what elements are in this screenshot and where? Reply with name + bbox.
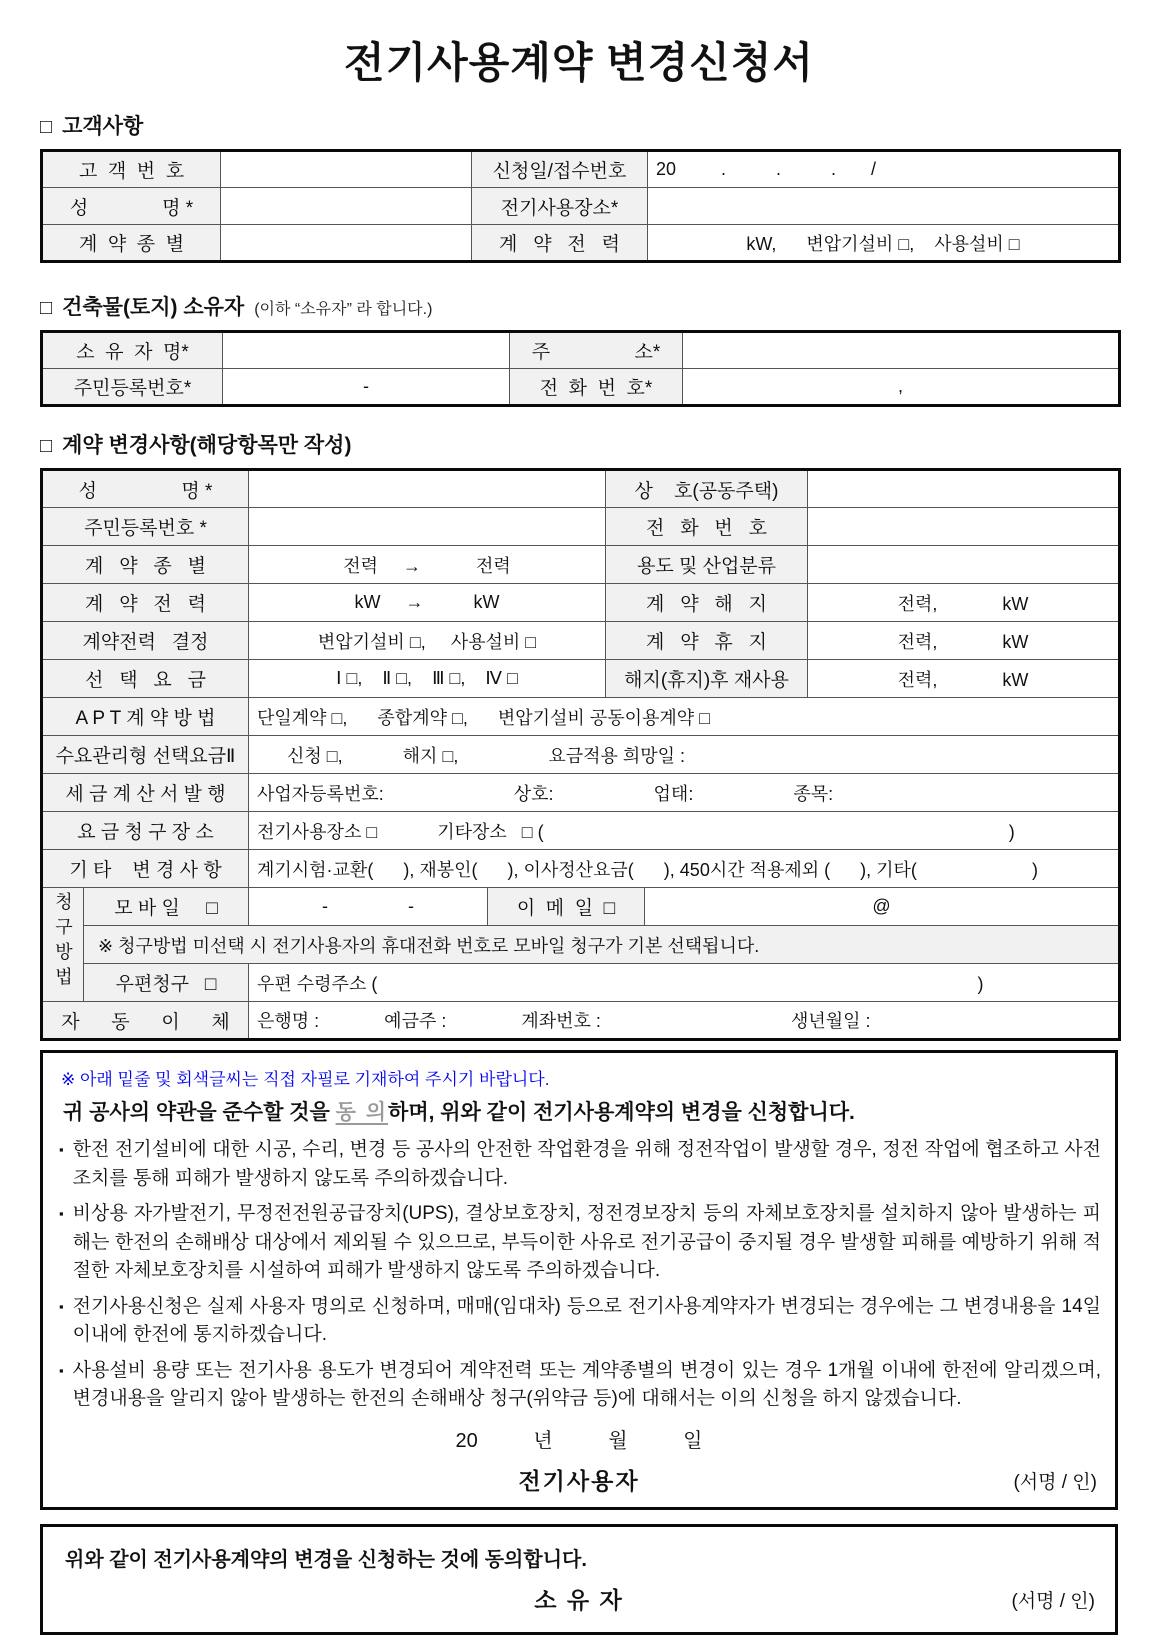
owner-phone-label: 전 화 번 호* xyxy=(510,369,683,406)
tax-invoice-label: 세 금 계 산 서 발 행 xyxy=(42,774,249,812)
bullet-icon: ▪ xyxy=(59,1206,64,1221)
usage-place-field[interactable] xyxy=(648,188,1120,225)
other-changes-field[interactable]: 계기시험·교환( ), 재봉인( ), 이사정산요금( ), 450시간 적용제외 ( ), 기타( ) xyxy=(249,850,1120,888)
table-row xyxy=(42,774,1120,812)
change-table xyxy=(40,468,1121,1041)
bullet-icon: ▪ xyxy=(59,1362,64,1378)
user-signer-label: 전기사용자 xyxy=(518,1467,640,1494)
user-sign-seal-hint[interactable]: (서명 / 인) xyxy=(1013,1471,1097,1493)
change-company-field[interactable] xyxy=(808,470,1120,508)
contract-pause-field[interactable]: 전력, kW xyxy=(808,622,1120,660)
billing-method-label: 청구방법 xyxy=(42,888,84,1002)
section-checkbox-icon: □ xyxy=(40,116,53,138)
section-owner-title: 건축물(토지) 소유자 xyxy=(62,296,245,319)
power-decision-field[interactable]: 변압기설비 □, 사용설비 □ xyxy=(249,622,606,660)
customer-table xyxy=(40,149,1121,263)
bullet-text: 사용설비 용량 또는 전기사용 용도가 변경되어 계약전력 또는 계약종별의 변경이 있는 경우 1개월 이내에 한전에 알리겠으며, 변경내용을 알리지 않아 발생하는 한전의 손해배상 청구(위약금 등)에 대해서는 이의 신청을 하지 않겠습니다. xyxy=(72,1359,1101,1409)
power-decision-label: 계약전력 결정 xyxy=(42,622,249,660)
table-row xyxy=(42,369,1120,406)
owner-sign-seal-hint[interactable]: (서명 / 인) xyxy=(1011,1590,1095,1612)
agreement-bullet xyxy=(59,1200,1101,1286)
demand-rate2-field[interactable]: 신청 □, 해지 □, 요금적용 희망일 : xyxy=(249,736,1120,774)
contract-power-label: 계 약 전 력 xyxy=(472,225,648,262)
owner-consent-box xyxy=(40,1524,1118,1635)
application-date-field[interactable]: 20 . . . / xyxy=(648,151,1120,188)
usage-industry-field[interactable] xyxy=(808,546,1120,584)
bullet-text: 한전 전기설비에 대한 시공, 수리, 변경 등 공사의 안전한 작업환경을 위해 정전작업이 발생할 경우, 정전 작업에 협조하고 사전조치를 통해 피해가 발생하지 않도록 주의하겠습니다. xyxy=(72,1139,1101,1189)
table-row xyxy=(42,332,1120,369)
optional-rate-field[interactable]: Ⅰ □, Ⅱ □, Ⅲ □, Ⅳ □ xyxy=(249,660,606,698)
apt-contract-method-field[interactable]: 단일계약 □, 종합계약 □, 변압기설비 공동이용계약 □ xyxy=(249,698,1120,736)
user-signature-row xyxy=(57,1463,1101,1495)
table-row xyxy=(42,926,1120,964)
table-row xyxy=(42,1002,1120,1040)
consent-word-blank[interactable]: 동 의 xyxy=(335,1101,389,1124)
owner-table xyxy=(40,330,1121,407)
change-contract-type-label: 계 약 종 별 xyxy=(42,546,249,584)
section-owner-header xyxy=(40,291,1118,321)
email-billing-label: 이 메 일 □ xyxy=(488,888,645,926)
change-company-label: 상 호(공동주택) xyxy=(606,470,808,508)
section-customer-header xyxy=(40,110,1118,140)
table-row xyxy=(42,660,1120,698)
table-row xyxy=(42,736,1120,774)
postal-address-field[interactable]: 우편 수령주소 ( ) xyxy=(249,964,1120,1002)
change-phone-field[interactable] xyxy=(808,508,1120,546)
billing-place-field[interactable]: 전기사용장소 □ 기타장소 □ ( ) xyxy=(249,812,1120,850)
section-checkbox-icon: □ xyxy=(40,297,53,319)
bullet-icon: ▪ xyxy=(59,1298,64,1314)
change-contract-power-label: 계 약 전 력 xyxy=(42,584,249,622)
contract-termination-field[interactable]: 전력, kW xyxy=(808,584,1120,622)
change-ssn-field[interactable] xyxy=(249,508,606,546)
table-row xyxy=(42,964,1120,1002)
tax-invoice-field[interactable]: 사업자등록번호: 상호: 업태: 종목: xyxy=(249,774,1120,812)
table-row xyxy=(42,188,1120,225)
mobile-billing-label: 모 바 일 □ xyxy=(84,888,249,926)
change-phone-label: 전 화 번 호 xyxy=(606,508,808,546)
owner-consent-sentence: 위와 같이 전기사용계약의 변경을 신청하는 것에 동의합니다. xyxy=(65,1548,587,1571)
table-row xyxy=(42,850,1120,888)
reuse-after-termination-label: 해지(휴지)후 재사용 xyxy=(606,660,808,698)
table-row xyxy=(42,508,1120,546)
optional-rate-label: 선 택 요 금 xyxy=(42,660,249,698)
email-field[interactable]: @ xyxy=(645,888,1120,926)
contract-pause-label: 계 약 휴 지 xyxy=(606,622,808,660)
agreement-bullet xyxy=(59,1357,1101,1414)
usage-place-label: 전기사용장소* xyxy=(472,188,648,225)
table-row xyxy=(42,698,1120,736)
customer-number-field[interactable] xyxy=(221,151,472,188)
owner-address-field[interactable] xyxy=(683,332,1120,369)
table-row xyxy=(42,622,1120,660)
bullet-text: 비상용 자가발전기, 무정전전원공급장치(UPS), 결상보호장치, 정전경보장치 등의 자체보호장치를 설치하지 않아 발생하는 피해는 한전의 손해배상 대상에서 제외될 수 있으므로, 부득이한 사유로 전기공급이 중지될 경우 발생할 피해를 예방하기 위해 적절한 자체보호장치를 시설하여 피해가 발생하지 않도록 주의하겠습니다. xyxy=(72,1203,1101,1281)
owner-name-field[interactable] xyxy=(223,332,510,369)
contract-power-field[interactable]: kW, 변압기설비 □, 사용설비 □ xyxy=(648,225,1120,262)
table-row xyxy=(42,470,1120,508)
autopay-field[interactable]: 은행명 : 예금주 : 계좌번호 : 생년월일 : xyxy=(249,1002,1120,1040)
agreement-bullet xyxy=(59,1136,1101,1193)
contract-type-field[interactable] xyxy=(221,225,472,262)
contract-type-label: 계 약 종 별 xyxy=(42,225,221,262)
change-contract-type-field[interactable]: 전력 → 전력 xyxy=(249,546,606,584)
mobile-number-field[interactable]: - - xyxy=(249,888,488,926)
apt-contract-method-label: A P T 계 약 방 법 xyxy=(42,698,249,736)
owner-ssn-label: 주민등록번호* xyxy=(42,369,223,406)
owner-name-label: 소 유 자 명* xyxy=(42,332,223,369)
owner-address-label: 주 소* xyxy=(510,332,683,369)
agreement-box xyxy=(40,1050,1118,1510)
bullet-text: 전기사용신청은 실제 사용자 명의로 신청하며, 매매(임대차) 등으로 전기사용계약자가 변경되는 경우에는 그 변경내용을 14일 이내에 한전에 통지하겠습니다. xyxy=(72,1295,1101,1345)
usage-industry-label: 용도 및 산업분류 xyxy=(606,546,808,584)
handwriting-note: ※ 아래 밑줄 및 회색글씨는 직접 자필로 기재하여 주시기 바랍니다. xyxy=(61,1070,550,1089)
postal-billing-label: 우편청구 □ xyxy=(84,964,249,1002)
owner-ssn-field[interactable]: - xyxy=(223,369,510,406)
change-ssn-label: 주민등록번호 * xyxy=(42,508,249,546)
customer-name-field[interactable] xyxy=(221,188,472,225)
owner-phone-field[interactable]: , xyxy=(683,369,1120,406)
other-changes-label: 기 타 변 경 사 항 xyxy=(42,850,249,888)
owner-signer-label: 소 유 자 xyxy=(534,1586,624,1613)
billing-default-note: ※ 청구방법 미선택 시 전기사용자의 휴대전화 번호로 모바일 청구가 기본 선택됩니다. xyxy=(84,926,1120,964)
table-row xyxy=(42,225,1120,262)
section-change-title: 계약 변경사항(해당항목만 작성) xyxy=(62,434,352,457)
contract-termination-label: 계 약 해 지 xyxy=(606,584,808,622)
table-row xyxy=(42,546,1120,584)
table-row xyxy=(42,584,1120,622)
signature-date[interactable]: 20 년 월 일 xyxy=(455,1429,703,1452)
consent-suffix: 하며, 위와 같이 전기사용계약의 변경을 신청합니다. xyxy=(388,1101,855,1124)
customer-number-label: 고 객 번 호 xyxy=(42,151,221,188)
change-contract-power-field[interactable]: kW → kW xyxy=(249,584,606,622)
reuse-after-termination-field[interactable]: 전력, kW xyxy=(808,660,1120,698)
consent-prefix: 귀 공사의 약관을 준수할 것을 xyxy=(63,1101,336,1124)
agreement-bullet xyxy=(59,1293,1101,1350)
demand-rate2-label: 수요관리형 선택요금Ⅱ xyxy=(42,736,249,774)
owner-signature-row xyxy=(59,1582,1099,1614)
section-change-header xyxy=(40,429,1118,459)
table-row xyxy=(42,888,1120,926)
billing-place-label: 요 금 청 구 장 소 xyxy=(42,812,249,850)
section-checkbox-icon: □ xyxy=(40,435,53,457)
section-customer-title: 고객사항 xyxy=(62,115,144,138)
change-name-field[interactable] xyxy=(249,470,606,508)
autopay-label: 자 동 이 체 xyxy=(42,1002,249,1040)
table-row xyxy=(42,151,1120,188)
bullet-icon: ▪ xyxy=(59,1142,64,1157)
change-name-label: 성 명 * xyxy=(42,470,249,508)
consent-sentence xyxy=(63,1096,1101,1126)
section-owner-subtitle: (이하 “소유자” 라 합니다.) xyxy=(254,301,433,318)
page-title: 전기사용계약 변경신청서 xyxy=(344,39,814,86)
application-date-label: 신청일/접수번호 xyxy=(472,151,648,188)
customer-name-label: 성 명 * xyxy=(42,188,221,225)
table-row xyxy=(42,812,1120,850)
